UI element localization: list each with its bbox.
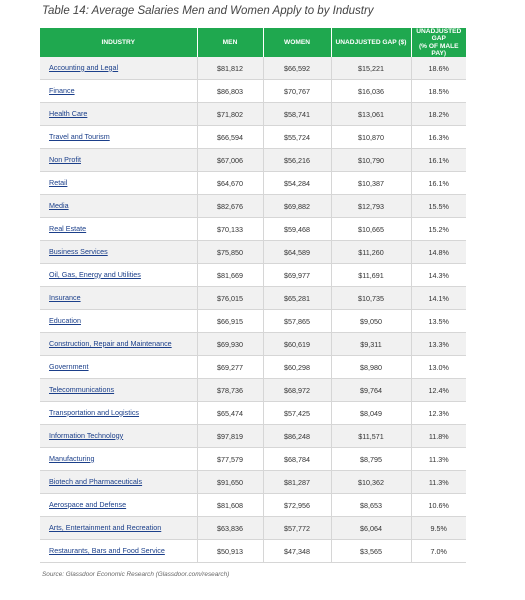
men-cell: $91,650 bbox=[197, 471, 263, 494]
header-industry: INDUSTRY bbox=[40, 28, 197, 57]
table-header-row bbox=[40, 28, 466, 57]
industry-link[interactable]: Arts, Entertainment and Recreation bbox=[49, 522, 162, 532]
industry-link[interactable]: Biotech and Pharmaceuticals bbox=[49, 476, 143, 486]
women-cell: $57,772 bbox=[263, 517, 331, 540]
gap-percent-cell: 16.1% bbox=[411, 149, 466, 172]
industry-link[interactable]: Information Technology bbox=[49, 430, 124, 440]
table-row bbox=[40, 425, 466, 448]
industry-cell bbox=[40, 241, 197, 264]
gap-percent-cell: 13.3% bbox=[411, 333, 466, 356]
gap-cell: $11,691 bbox=[331, 264, 411, 287]
gap-percent-cell: 10.6% bbox=[411, 494, 466, 517]
salary-table bbox=[40, 28, 466, 563]
gap-cell: $9,764 bbox=[331, 379, 411, 402]
gap-cell: $8,653 bbox=[331, 494, 411, 517]
table-row bbox=[40, 80, 466, 103]
women-cell: $57,865 bbox=[263, 310, 331, 333]
table-caption: Table 14: Average Salaries Men and Women Apply to by Industry bbox=[42, 5, 374, 17]
gap-percent-cell: 16.3% bbox=[411, 126, 466, 149]
gap-percent-cell: 15.2% bbox=[411, 218, 466, 241]
men-cell: $64,670 bbox=[197, 172, 263, 195]
table-row bbox=[40, 264, 466, 287]
header-gap-percent bbox=[411, 28, 466, 57]
women-cell: $57,425 bbox=[263, 402, 331, 425]
industry-cell bbox=[40, 379, 197, 402]
gap-cell: $8,795 bbox=[331, 448, 411, 471]
industry-cell bbox=[40, 195, 197, 218]
industry-link[interactable]: Education bbox=[49, 315, 81, 325]
women-cell: $58,741 bbox=[263, 103, 331, 126]
women-cell: $60,298 bbox=[263, 356, 331, 379]
table-row bbox=[40, 172, 466, 195]
men-cell: $81,812 bbox=[197, 57, 263, 80]
gap-cell: $8,980 bbox=[331, 356, 411, 379]
gap-cell: $12,793 bbox=[331, 195, 411, 218]
table-row bbox=[40, 241, 466, 264]
industry-link[interactable]: Restaurants, Bars and Food Service bbox=[49, 545, 165, 555]
gap-percent-cell: 18.5% bbox=[411, 80, 466, 103]
men-cell: $77,579 bbox=[197, 448, 263, 471]
industry-link[interactable]: Manufacturing bbox=[49, 453, 95, 463]
men-cell: $69,277 bbox=[197, 356, 263, 379]
industry-link[interactable]: Retail bbox=[49, 177, 68, 187]
gap-cell: $16,036 bbox=[331, 80, 411, 103]
source-note: Source: Glassdoor Economic Research (Glassdoor.com/research) bbox=[42, 571, 230, 578]
industry-link[interactable]: Telecommunications bbox=[49, 384, 115, 394]
header-gap: UNADJUSTED GAP ($) bbox=[331, 28, 411, 57]
men-cell: $75,850 bbox=[197, 241, 263, 264]
industry-link[interactable]: Health Care bbox=[49, 108, 88, 118]
table-row bbox=[40, 103, 466, 126]
women-cell: $56,216 bbox=[263, 149, 331, 172]
industry-cell bbox=[40, 57, 197, 80]
gap-cell: $9,311 bbox=[331, 333, 411, 356]
men-cell: $82,676 bbox=[197, 195, 263, 218]
industry-cell bbox=[40, 149, 197, 172]
men-cell: $70,133 bbox=[197, 218, 263, 241]
table-row bbox=[40, 402, 466, 425]
women-cell: $69,977 bbox=[263, 264, 331, 287]
industry-cell bbox=[40, 310, 197, 333]
industry-cell bbox=[40, 356, 197, 379]
men-cell: $97,819 bbox=[197, 425, 263, 448]
table-row bbox=[40, 218, 466, 241]
table-row bbox=[40, 195, 466, 218]
industry-cell bbox=[40, 402, 197, 425]
women-cell: $55,724 bbox=[263, 126, 331, 149]
industry-cell bbox=[40, 494, 197, 517]
industry-link[interactable]: Media bbox=[49, 200, 69, 210]
women-cell: $60,619 bbox=[263, 333, 331, 356]
industry-cell bbox=[40, 172, 197, 195]
industry-cell bbox=[40, 80, 197, 103]
industry-link[interactable]: Insurance bbox=[49, 292, 81, 302]
table-row bbox=[40, 149, 466, 172]
gap-cell: $10,665 bbox=[331, 218, 411, 241]
gap-percent-cell: 11.3% bbox=[411, 471, 466, 494]
gap-cell: $13,061 bbox=[331, 103, 411, 126]
men-cell: $81,608 bbox=[197, 494, 263, 517]
women-cell: $69,882 bbox=[263, 195, 331, 218]
table-row bbox=[40, 333, 466, 356]
women-cell: $70,767 bbox=[263, 80, 331, 103]
women-cell: $68,784 bbox=[263, 448, 331, 471]
men-cell: $50,913 bbox=[197, 540, 263, 563]
industry-cell bbox=[40, 264, 197, 287]
gap-cell: $10,790 bbox=[331, 149, 411, 172]
women-cell: $81,287 bbox=[263, 471, 331, 494]
header-men: MEN bbox=[197, 28, 263, 57]
table-row bbox=[40, 356, 466, 379]
gap-percent-cell: 13.0% bbox=[411, 356, 466, 379]
gap-percent-cell: 14.3% bbox=[411, 264, 466, 287]
industry-cell bbox=[40, 126, 197, 149]
women-cell: $54,284 bbox=[263, 172, 331, 195]
men-cell: $78,736 bbox=[197, 379, 263, 402]
gap-percent-cell: 18.2% bbox=[411, 103, 466, 126]
industry-link[interactable]: Transportation and Logistics bbox=[49, 407, 140, 417]
industry-link[interactable]: Non Profit bbox=[49, 154, 81, 164]
gap-percent-cell: 14.1% bbox=[411, 287, 466, 310]
men-cell: $81,669 bbox=[197, 264, 263, 287]
gap-percent-cell: 13.5% bbox=[411, 310, 466, 333]
men-cell: $71,802 bbox=[197, 103, 263, 126]
men-cell: $63,836 bbox=[197, 517, 263, 540]
gap-cell: $10,362 bbox=[331, 471, 411, 494]
gap-percent-cell: 18.6% bbox=[411, 57, 466, 80]
industry-cell bbox=[40, 471, 197, 494]
gap-percent-cell: 16.1% bbox=[411, 172, 466, 195]
gap-percent-cell: 12.4% bbox=[411, 379, 466, 402]
women-cell: $66,592 bbox=[263, 57, 331, 80]
men-cell: $86,803 bbox=[197, 80, 263, 103]
table-row bbox=[40, 540, 466, 563]
gap-percent-cell: 14.8% bbox=[411, 241, 466, 264]
gap-cell: $10,735 bbox=[331, 287, 411, 310]
men-cell: $67,006 bbox=[197, 149, 263, 172]
industry-link[interactable]: Business Services bbox=[49, 246, 108, 256]
gap-percent-cell: 11.3% bbox=[411, 448, 466, 471]
men-cell: $69,930 bbox=[197, 333, 263, 356]
women-cell: $64,589 bbox=[263, 241, 331, 264]
header-women: WOMEN bbox=[263, 28, 331, 57]
industry-link[interactable]: Government bbox=[49, 361, 89, 371]
industry-link[interactable]: Finance bbox=[49, 85, 75, 95]
gap-cell: $3,565 bbox=[331, 540, 411, 563]
gap-percent-cell: 12.3% bbox=[411, 402, 466, 425]
women-cell: $47,348 bbox=[263, 540, 331, 563]
table-row bbox=[40, 379, 466, 402]
industry-cell bbox=[40, 540, 197, 563]
table-row bbox=[40, 287, 466, 310]
men-cell: $76,015 bbox=[197, 287, 263, 310]
gap-percent-cell: 7.0% bbox=[411, 540, 466, 563]
gap-cell: $8,049 bbox=[331, 402, 411, 425]
header-gap-percent-line1: UNADJUSTED GAP bbox=[416, 28, 462, 43]
industry-cell bbox=[40, 103, 197, 126]
industry-link[interactable]: Travel and Tourism bbox=[49, 131, 110, 141]
gap-cell: $9,050 bbox=[331, 310, 411, 333]
gap-cell: $11,571 bbox=[331, 425, 411, 448]
industry-link[interactable]: Aerospace and Defense bbox=[49, 499, 127, 509]
industry-cell bbox=[40, 287, 197, 310]
men-cell: $66,594 bbox=[197, 126, 263, 149]
industry-link[interactable]: Real Estate bbox=[49, 223, 87, 233]
industry-link[interactable]: Oil, Gas, Energy and Utilities bbox=[49, 269, 141, 279]
header-gap-percent-line2: (% OF MALE PAY) bbox=[418, 42, 459, 57]
table-row bbox=[40, 517, 466, 540]
industry-cell bbox=[40, 448, 197, 471]
women-cell: $65,281 bbox=[263, 287, 331, 310]
gap-cell: $11,260 bbox=[331, 241, 411, 264]
industry-link[interactable]: Construction, Repair and Maintenance bbox=[49, 338, 172, 348]
gap-cell: $10,870 bbox=[331, 126, 411, 149]
industry-link[interactable]: Accounting and Legal bbox=[49, 62, 119, 72]
women-cell: $72,956 bbox=[263, 494, 331, 517]
gap-percent-cell: 11.8% bbox=[411, 425, 466, 448]
industry-cell bbox=[40, 333, 197, 356]
gap-cell: $10,387 bbox=[331, 172, 411, 195]
women-cell: $86,248 bbox=[263, 425, 331, 448]
gap-percent-cell: 9.5% bbox=[411, 517, 466, 540]
men-cell: $66,915 bbox=[197, 310, 263, 333]
table-row bbox=[40, 471, 466, 494]
gap-cell: $6,064 bbox=[331, 517, 411, 540]
table-row bbox=[40, 126, 466, 149]
table-row bbox=[40, 310, 466, 333]
women-cell: $59,468 bbox=[263, 218, 331, 241]
industry-cell bbox=[40, 218, 197, 241]
gap-percent-cell: 15.5% bbox=[411, 195, 466, 218]
men-cell: $65,474 bbox=[197, 402, 263, 425]
table-row bbox=[40, 448, 466, 471]
gap-cell: $15,221 bbox=[331, 57, 411, 80]
industry-cell bbox=[40, 517, 197, 540]
table-row bbox=[40, 494, 466, 517]
table-row bbox=[40, 57, 466, 80]
women-cell: $68,972 bbox=[263, 379, 331, 402]
table-body bbox=[40, 57, 466, 563]
industry-cell bbox=[40, 425, 197, 448]
